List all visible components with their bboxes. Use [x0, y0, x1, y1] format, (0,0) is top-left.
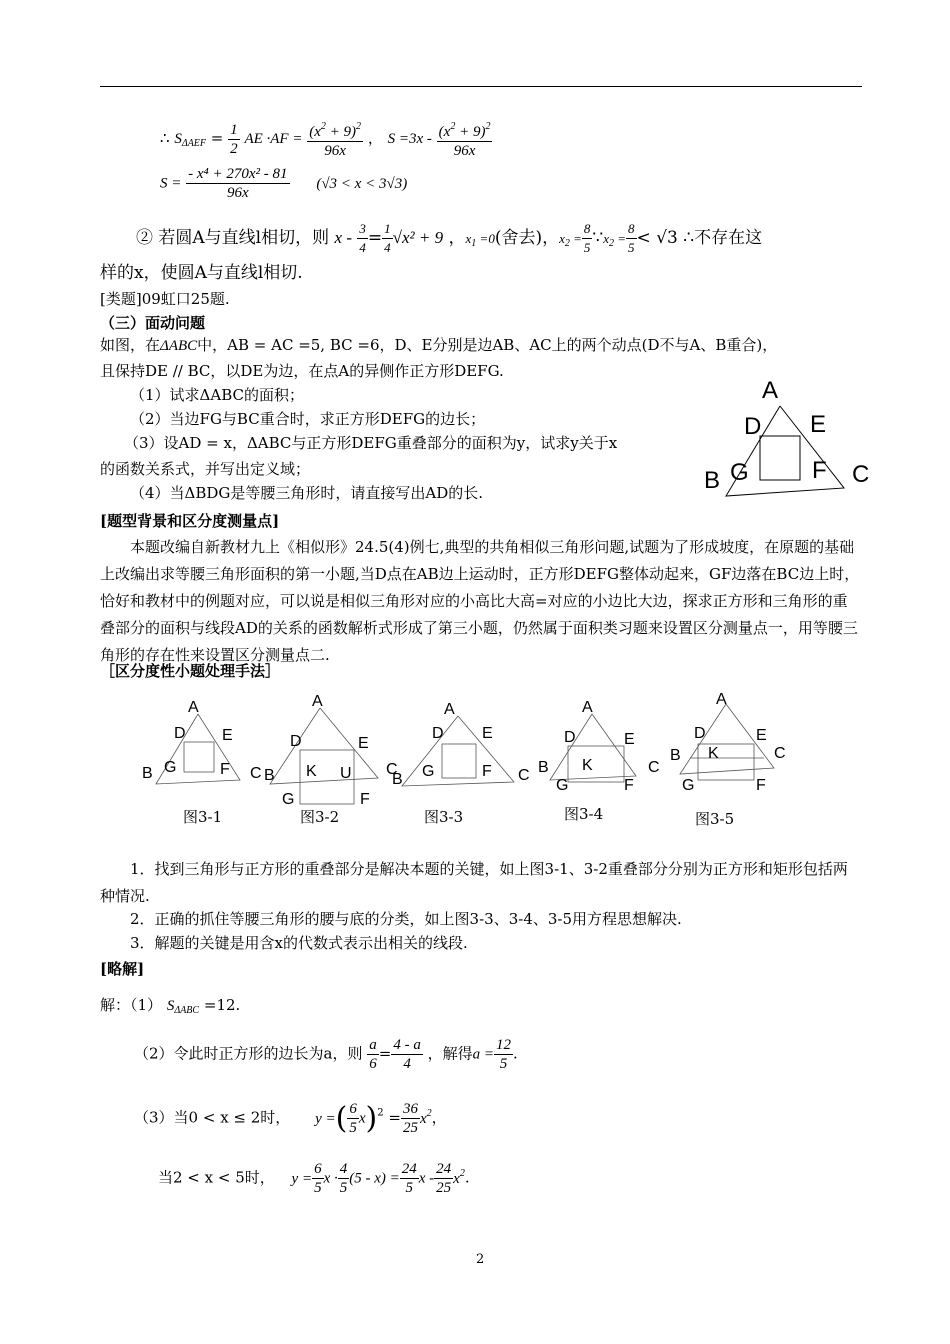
- svg-text:G: G: [730, 459, 749, 486]
- background-title: [题型背景和区分度测量点]: [100, 512, 280, 530]
- svg-text:B: B: [264, 767, 275, 784]
- svg-text:C: C: [518, 767, 530, 784]
- solution-3b: 当2 < x < 5时， y = $\frac{6}{5}$ x · $\frac{4}{5}$ (5 - x) = $\frac{24}{5}$ x - $\frac{24}{25}$ $x^2$.: [158, 1161, 470, 1196]
- figure-3-1: [140, 700, 250, 790]
- background-text: 本题改编自新教材九上《相似形》24.5(4)例七,典型的共角相似三角形问题,试题为了形成坡度，在原题的基础上改编出求等腰三角形面积的第一小题,当D点在AB边上运动时，正方形DEFG整体动起来，GF边落在BC边上时，恰好和教材中的例题对应，可以说是相似三角形对应的小高比大高=对应的小边比大边，探求正方形和三角形的重叠部分的面积与线段AD的关系的函数解析式形成了第三小题，仍然属于面积类习题来设置区分测量点一，用等腰三角形的存在性来设置区分测量点二.: [100, 538, 860, 664]
- svg-text:A: A: [762, 377, 779, 404]
- svg-text:D: D: [744, 413, 762, 440]
- tangent-conclusion: 样的x，使圆A与直线l相切.: [100, 263, 303, 283]
- area-formula-line: ∴ $S_{\Delta AEF}$ = $\frac{1}{2}$ AE ·AF = $\frac{(x^2 + 9)^2}{96x}$ ， S =3x - $\frac{(x^2 + 9)^2}{96x}$: [160, 118, 492, 160]
- page-number: 2: [476, 1252, 485, 1267]
- figure-3-3: [390, 698, 540, 798]
- svg-text:A: A: [444, 701, 455, 718]
- svg-text:E: E: [222, 727, 233, 744]
- problem-line-2: 且保持DE // BC，以DE为边，在点A的异侧作正方形DEFG.: [100, 362, 504, 380]
- svg-text:G: G: [682, 777, 695, 794]
- question-4: （4）当ΔBDG是等腰三角形时，请直接写出AD的长.: [130, 484, 484, 502]
- area-formula-line-2: S = $\frac{\text{- x⁴ + 270x² - 81}}{96x}$ (√3 < x < 3√3): [160, 166, 408, 201]
- tip-3: 3．解题的关键是用含x的代数式表示出相关的线段.: [130, 934, 468, 952]
- svg-text:G: G: [556, 777, 569, 794]
- svg-text:E: E: [358, 735, 369, 752]
- question-1: （1）试求ΔABC的面积；: [130, 386, 304, 404]
- svg-text:A: A: [716, 691, 727, 708]
- svg-text:C: C: [852, 461, 870, 488]
- figure-3-4: [536, 696, 676, 796]
- question-3: （3）设AD = x，ΔABC与正方形DEFG重叠部分的面积为y，试求y关于x: [124, 434, 618, 452]
- svg-text:E: E: [482, 725, 493, 742]
- svg-text:C: C: [774, 745, 786, 762]
- svg-text:A: A: [188, 700, 199, 716]
- caption-3-2: 图3-2: [300, 808, 340, 826]
- svg-text:C: C: [250, 765, 262, 782]
- method-title: ［区分度性小题处理手法］: [100, 662, 281, 680]
- figure-3-5: [668, 688, 798, 798]
- problem-line-1: 如图，在ΔABC中，AB = AC =5, BC =6，D、E分别是边AB、AC上的两个动点(D不与A、B重合)，: [100, 336, 778, 354]
- svg-text:U: U: [340, 765, 352, 782]
- svg-text:F: F: [812, 457, 827, 484]
- solution-1: 解：（1） $S_{\Delta ABC} =12$.: [100, 996, 241, 1016]
- svg-text:E: E: [624, 731, 635, 748]
- svg-text:B: B: [704, 467, 721, 494]
- svg-text:B: B: [392, 771, 403, 788]
- svg-text:G: G: [164, 759, 177, 776]
- question-2: （2）当边FG与BC重合时，求正方形DEFG的边长；: [130, 410, 486, 428]
- svg-text:K: K: [306, 763, 317, 780]
- caption-3-5: 图3-5: [695, 810, 735, 828]
- svg-text:D: D: [564, 729, 576, 746]
- svg-text:C: C: [648, 759, 660, 776]
- svg-text:F: F: [756, 777, 766, 794]
- svg-text:B: B: [142, 765, 153, 782]
- svg-text:E: E: [756, 727, 767, 744]
- question-3-cont: 的函数关系式，并写出定义域；: [100, 460, 311, 478]
- figure-3-2: [248, 692, 408, 812]
- svg-text:F: F: [360, 791, 370, 808]
- svg-text:A: A: [312, 693, 323, 710]
- svg-text:G: G: [422, 763, 435, 780]
- svg-text:B: B: [538, 759, 549, 776]
- header-rule: [100, 86, 862, 87]
- tangent-line: ② 若圆A与直线l相切，则 x - $\frac{3}{4}$ = $\frac{1}{4}$ √x² + 9 ，$x_1 =0$(舍去)，$x_2$ = $\frac{8}{5}$ $\because x_2$ = $\frac{8}{5}$ < √3 ∴不存在这: [136, 221, 763, 255]
- similar-problem: [类题]09虹口25题.: [100, 290, 230, 308]
- svg-text:D: D: [290, 733, 302, 750]
- svg-text:K: K: [708, 745, 719, 762]
- solution-2: （2）令此时正方形的边长为a，则 $\frac{a}{6}$ = $\frac{4 - a}{4}$ ，解得a = $\frac{12}{5}$ .: [134, 1037, 518, 1072]
- svg-text:F: F: [220, 761, 230, 778]
- section-title: （三）面动问题: [100, 314, 206, 332]
- tip-1: 1．找到三角形与正方形的重叠部分是解决本题的关键，如上图3-1、3-2重叠部分分别为正方形和矩形包括两种情况.: [100, 860, 848, 905]
- caption-3-3: 图3-3: [424, 808, 464, 826]
- svg-text:A: A: [582, 699, 593, 716]
- svg-text:D: D: [174, 725, 186, 742]
- svg-text:K: K: [582, 757, 593, 774]
- svg-text:D: D: [694, 725, 706, 742]
- svg-text:F: F: [482, 763, 492, 780]
- caption-3-1: 图3-1: [183, 808, 223, 826]
- svg-text:D: D: [432, 725, 444, 742]
- svg-text:B: B: [670, 747, 681, 764]
- solution-3a: （3）当0 < x ≤ 2时， y =( $\frac{6}{5}$ x)$^2$ = $\frac{36}{25}$ $x^2$，: [134, 1101, 447, 1136]
- svg-text:F: F: [624, 777, 634, 794]
- tip-2: 2．正确的抓住等腰三角形的腰与底的分类，如上图3-3、3-4、3-5用方程思想解决.: [130, 910, 682, 928]
- caption-3-4: 图3-4: [564, 805, 604, 823]
- svg-text:G: G: [282, 791, 295, 808]
- main-triangle-figure: [696, 372, 882, 502]
- svg-text:E: E: [810, 411, 827, 438]
- svg-text:C: C: [386, 761, 398, 778]
- brief-solution-title: [略解]: [100, 960, 145, 978]
